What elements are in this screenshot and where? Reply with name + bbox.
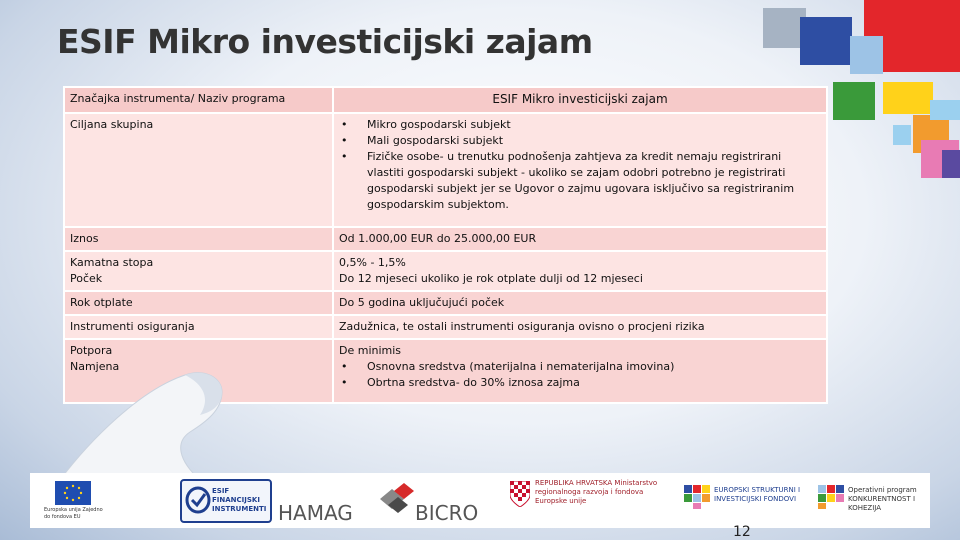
- deco-square: [833, 82, 875, 120]
- esif-emblem-icon: [185, 486, 211, 514]
- list-item: • Fizičke osobe- u trenutku podnošenja zahtjeva za kredit nemaju registrirani vlastiti gospodarski subjekt - ukoliko se zajam odobri potrebno je registrirati gospodarski subjekt jer se Ugovor o zajmu ugovara isključivo sa registriranim gospodarskim subjektom.: [341, 150, 795, 211]
- row-value: Do 5 godina uključujući poček: [333, 291, 827, 315]
- esif-logo: [180, 479, 272, 523]
- row-value: [333, 113, 827, 227]
- deco-square: [883, 82, 933, 114]
- page-title: ESIF Mikro investicijski zajam: [57, 22, 593, 61]
- hamag-bicro-emblem-icon: [368, 479, 418, 519]
- croatia-coat-of-arms-icon: [510, 481, 530, 507]
- eu-caption: Europska unija Zajedno do fondova EU: [44, 507, 103, 520]
- table-row: [64, 251, 827, 291]
- deco-square: [942, 150, 960, 178]
- row-value: Zadužnica, te ostali instrumenti osiguranja ovisno o procjeni rizika: [333, 315, 827, 339]
- esif-logo-text: ESIF FINANCIJSKI INSTRUMENTI: [212, 487, 267, 513]
- op-emblem-icon: [818, 485, 844, 509]
- table-row: [64, 227, 827, 251]
- eu-flag-icon: [55, 481, 91, 505]
- row-value: Od 1.000,00 EUR do 25.000,00 EUR: [333, 227, 827, 251]
- page-number: 12: [733, 524, 751, 540]
- target-group-list: [339, 117, 821, 213]
- deco-square: [930, 100, 960, 120]
- op-text: Operativni program KONKURENTNOST I KOHEZIJA: [848, 486, 917, 512]
- row-label: Kamatna stopa Poček: [64, 251, 333, 291]
- row-value: De minimis • Osnovna sredstva (materijalna i nematerijalna imovina) • Obrtna sredstva- do 30% iznosa zajma: [333, 339, 827, 403]
- table-header-row: [64, 87, 827, 113]
- list-item: • Mali gospodarski subjekt: [341, 134, 504, 147]
- row-label: Ciljana skupina: [64, 113, 333, 227]
- row-value: 0,5% - 1,5% Do 12 mjeseci ukoliko je rok otplate dulji od 12 mjeseci: [333, 251, 827, 291]
- bicro-logo-text: BICRO: [415, 501, 479, 525]
- table-row: [64, 113, 827, 227]
- deco-square: [893, 125, 911, 145]
- esi-funds-text: EUROPSKI STRUKTURNI I INVESTICIJSKI FONDOVI: [714, 486, 801, 503]
- bullet-icon: •: [341, 118, 348, 131]
- row-label: Iznos: [64, 227, 333, 251]
- bullet-icon: •: [341, 134, 348, 147]
- header-program: ESIF Mikro investicijski zajam: [333, 87, 827, 113]
- table-row: [64, 291, 827, 315]
- deco-square: [850, 36, 883, 74]
- list-item: • Osnovna sredstva (materijalna i nematerijalna imovina): [341, 360, 675, 373]
- paper-curl-graphic: [0, 330, 240, 490]
- footer-logo-strip: [30, 473, 930, 528]
- row-label: Rok otplate: [64, 291, 333, 315]
- hamag-logo-text: HAMAG: [278, 501, 353, 525]
- bullet-icon: •: [341, 150, 348, 163]
- esi-funds-emblem-icon: [684, 485, 710, 509]
- list-item: • Mikro gospodarski subjekt: [341, 118, 511, 131]
- bullet-icon: •: [341, 360, 348, 373]
- row-label: Instrumenti osiguranja: [64, 315, 333, 339]
- header-feature: Značajka instrumenta/ Naziv programa: [64, 87, 333, 113]
- bullet-icon: •: [341, 376, 348, 389]
- deco-square: [800, 17, 852, 65]
- list-item: • Obrtna sredstva- do 30% iznosa zajma: [341, 376, 580, 389]
- row-label: Potpora Namjena: [64, 339, 333, 403]
- ministry-text: REPUBLIKA HRVATSKA Ministarstvo regionalnoga razvoja i fondova Europske unije: [535, 479, 658, 505]
- purpose-list: [339, 359, 821, 391]
